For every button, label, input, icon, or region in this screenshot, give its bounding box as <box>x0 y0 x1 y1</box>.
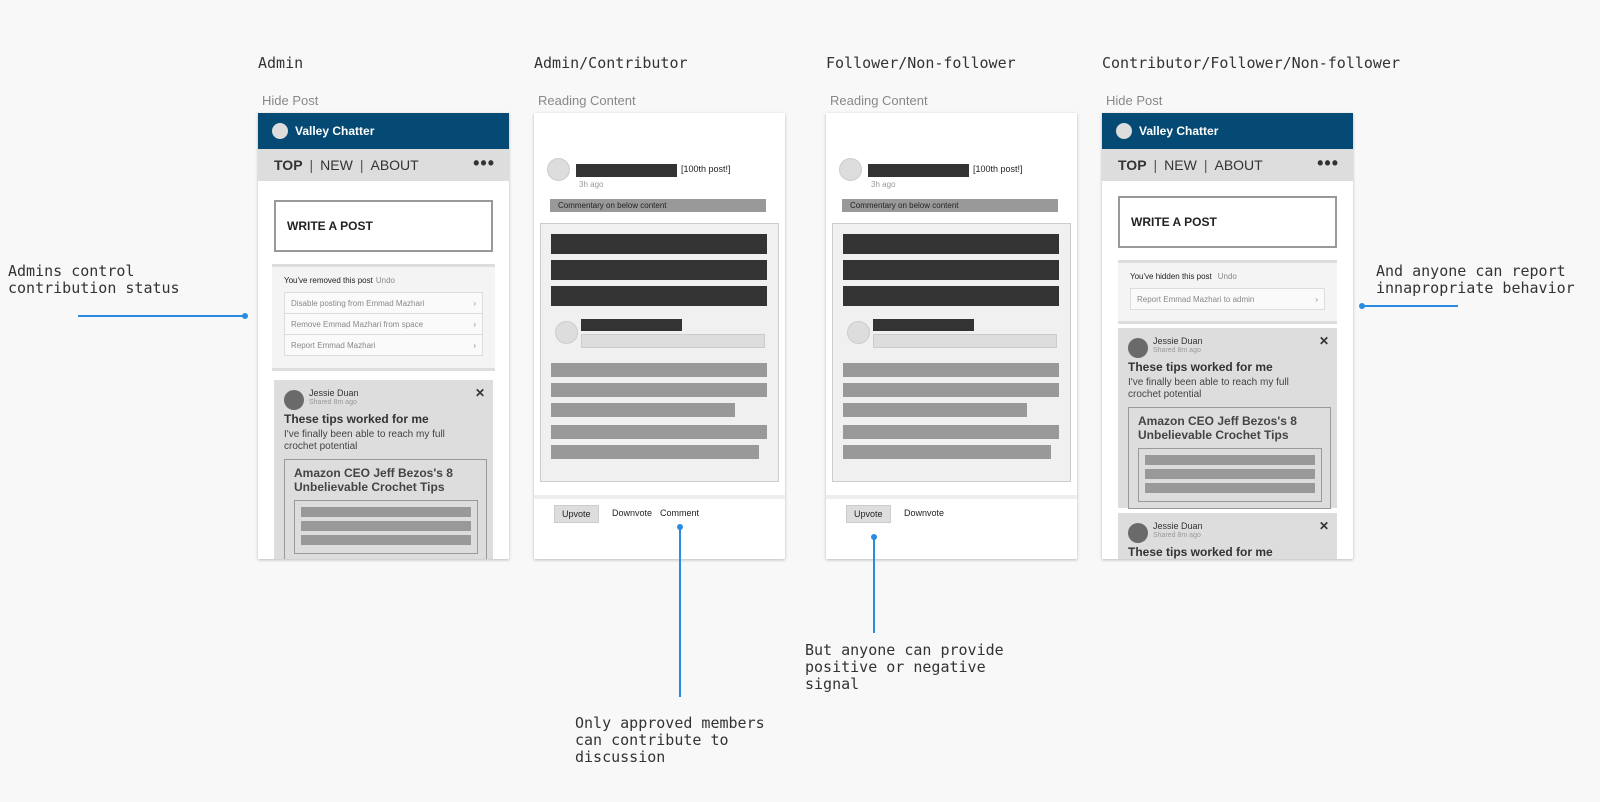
undo-link[interactable]: Undo <box>375 276 395 285</box>
author-name: Jessie Duan <box>1153 336 1203 346</box>
post-time: Shared 8m ago <box>1153 532 1201 539</box>
annotation-dot <box>242 313 248 319</box>
role-title-contributor-follower: Contributor/Follower/Non-follower <box>1102 54 1401 72</box>
tab-about[interactable]: ABOUT <box>1214 157 1263 173</box>
notice-message <box>284 276 483 285</box>
post-card[interactable] <box>274 380 493 559</box>
notice-text: You've removed this post <box>284 276 373 285</box>
write-post-button[interactable]: WRITE A POST <box>274 200 493 252</box>
post-title: These tips worked for me <box>1128 360 1273 374</box>
downvote-button[interactable]: Downvote <box>612 508 653 518</box>
undo-link[interactable]: Undo <box>1217 272 1237 281</box>
annotation-signal: But anyone can provide positive or negative signal <box>805 641 1004 693</box>
redacted-line <box>551 260 767 280</box>
post-actions <box>534 495 785 559</box>
phone-screen-contributor <box>534 113 785 559</box>
redacted-line <box>843 234 1059 254</box>
disable-posting-option[interactable] <box>284 292 483 314</box>
close-icon[interactable]: ✕ <box>1318 519 1329 533</box>
placeholder-bar <box>551 363 767 377</box>
post-title: These tips worked for me <box>1128 545 1273 559</box>
placeholder-bar <box>1145 455 1315 465</box>
role-title-admin-contributor: Admin/Contributor <box>534 54 688 72</box>
phone-screen-admin <box>258 113 509 559</box>
post-body: I've finally been able to reach my full crochet potential <box>284 429 445 452</box>
role-title-follower: Follower/Non-follower <box>826 54 1016 72</box>
post-time: 3h ago <box>871 180 896 189</box>
hidden-notice <box>1118 260 1337 324</box>
annotation-admins: Admins control contribution status <box>8 262 180 297</box>
redacted-author <box>576 164 677 177</box>
downvote-button[interactable]: Downvote <box>904 508 945 518</box>
option-label: Remove Emmad Mazhari from space <box>291 319 424 329</box>
tab-about[interactable]: ABOUT <box>370 157 419 173</box>
placeholder-bar <box>843 363 1059 377</box>
write-post-button[interactable]: WRITE A POST <box>1118 196 1337 248</box>
tab-top[interactable]: TOP <box>274 157 303 173</box>
author-avatar <box>547 158 570 181</box>
redacted-line <box>843 286 1059 306</box>
chevron-right-icon: › <box>1315 294 1318 304</box>
placeholder-bar <box>843 403 1027 417</box>
redacted-source <box>581 319 682 331</box>
post-card[interactable] <box>1118 328 1337 508</box>
notice-text: You've hidden this post <box>1130 272 1212 281</box>
annotation-report: And anyone can report innapropriate behavior <box>1376 262 1575 297</box>
redacted-source <box>873 319 974 331</box>
comment-button[interactable]: Comment <box>660 508 700 518</box>
screen-label: Hide Post <box>1106 93 1163 108</box>
annotation-line <box>1362 305 1458 307</box>
annotation-approved: Only approved members can contribute to discussion <box>575 714 765 766</box>
app-bar <box>258 113 509 149</box>
report-to-admin-option[interactable] <box>1130 288 1325 310</box>
post-body: I've finally been able to reach my full crochet potential <box>1128 377 1289 400</box>
option-label: Report Emmad Mazhari to admin <box>1137 294 1255 304</box>
post-card[interactable] <box>1118 513 1337 559</box>
post-title: These tips worked for me <box>284 412 429 426</box>
author-avatar <box>1128 338 1148 358</box>
redacted-author <box>868 164 969 177</box>
annotation-line <box>78 315 246 317</box>
author-name: Jessie Duan <box>1153 521 1203 531</box>
embed-title: Amazon CEO Jeff Bezos's 8 Unbelievable Crochet Tips <box>1138 414 1297 442</box>
placeholder-bar <box>301 507 471 517</box>
tab-new[interactable]: NEW <box>320 157 353 173</box>
shared-content[interactable] <box>832 223 1071 482</box>
upvote-button[interactable]: Upvote <box>554 505 599 523</box>
placeholder-bar <box>551 445 759 459</box>
app-bar <box>1102 113 1353 149</box>
more-horizontal-icon[interactable]: ••• <box>473 153 495 173</box>
phone-screen-hidden <box>1102 113 1353 559</box>
embed-title: Amazon CEO Jeff Bezos's 8 Unbelievable Crochet Tips <box>294 466 453 494</box>
nav-separator: | <box>359 157 364 173</box>
post-time: Shared 8m ago <box>309 399 357 406</box>
placeholder-bar <box>581 334 765 348</box>
placeholder-bar <box>873 334 1057 348</box>
source-avatar <box>555 321 578 344</box>
more-horizontal-icon[interactable]: ••• <box>1317 153 1339 173</box>
placeholder-bar <box>551 425 767 439</box>
embed-preview <box>1138 448 1322 502</box>
option-label: Disable posting from Emmad Mazhari <box>291 298 425 308</box>
notice-message <box>1130 272 1325 281</box>
post-time: 3h ago <box>579 180 604 189</box>
commentary-bar: Commentary on below content <box>550 199 766 212</box>
annotation-line <box>679 527 681 697</box>
tab-new[interactable]: NEW <box>1164 157 1197 173</box>
removed-notice <box>272 264 495 371</box>
role-title-admin: Admin <box>258 54 304 72</box>
report-member-option[interactable] <box>284 334 483 356</box>
screen-label: Reading Content <box>830 93 928 108</box>
option-label: Report Emmad Mazhari <box>291 340 376 350</box>
placeholder-bar <box>551 403 735 417</box>
upvote-button[interactable]: Upvote <box>846 505 891 523</box>
placeholder-bar <box>843 425 1059 439</box>
shared-content[interactable] <box>540 223 779 482</box>
placeholder-bar <box>843 383 1059 397</box>
screen-label: Reading Content <box>538 93 636 108</box>
post-actions <box>826 495 1077 559</box>
redacted-line <box>551 234 767 254</box>
milestone-badge: [100th post!] <box>681 164 731 174</box>
placeholder-bar <box>301 521 471 531</box>
embedded-link[interactable] <box>284 459 487 559</box>
embed-preview <box>294 500 478 554</box>
author-name: Jessie Duan <box>309 388 359 398</box>
post-time: Shared 8m ago <box>1153 347 1201 354</box>
placeholder-bar <box>1145 483 1315 493</box>
nav-separator: | <box>1153 157 1158 173</box>
redacted-line <box>843 260 1059 280</box>
app-name: Valley Chatter <box>1139 124 1219 138</box>
chevron-right-icon: › <box>473 319 476 329</box>
phone-screen-follower <box>826 113 1077 559</box>
nav-bar <box>1102 149 1353 181</box>
nav-bar <box>258 149 509 181</box>
annotation-line <box>873 537 875 633</box>
chevron-right-icon: › <box>473 298 476 308</box>
nav-separator: | <box>1203 157 1208 173</box>
remove-member-option[interactable] <box>284 313 483 335</box>
author-avatar <box>284 390 304 410</box>
source-avatar <box>847 321 870 344</box>
author-avatar <box>1128 523 1148 543</box>
screen-label: Hide Post <box>262 93 319 108</box>
redacted-line <box>551 286 767 306</box>
placeholder-bar <box>843 445 1051 459</box>
placeholder-bar <box>551 383 767 397</box>
tab-top[interactable]: TOP <box>1118 157 1147 173</box>
commentary-bar: Commentary on below content <box>842 199 1058 212</box>
nav-separator: | <box>309 157 314 173</box>
placeholder-bar <box>301 535 471 545</box>
author-avatar <box>839 158 862 181</box>
app-name: Valley Chatter <box>295 124 375 138</box>
close-icon[interactable]: ✕ <box>1318 334 1329 348</box>
milestone-badge: [100th post!] <box>973 164 1023 174</box>
space-avatar <box>1116 123 1132 139</box>
embedded-link[interactable] <box>1128 407 1331 509</box>
space-avatar <box>272 123 288 139</box>
placeholder-bar <box>1145 469 1315 479</box>
close-icon[interactable]: ✕ <box>474 386 485 400</box>
chevron-right-icon: › <box>473 340 476 350</box>
